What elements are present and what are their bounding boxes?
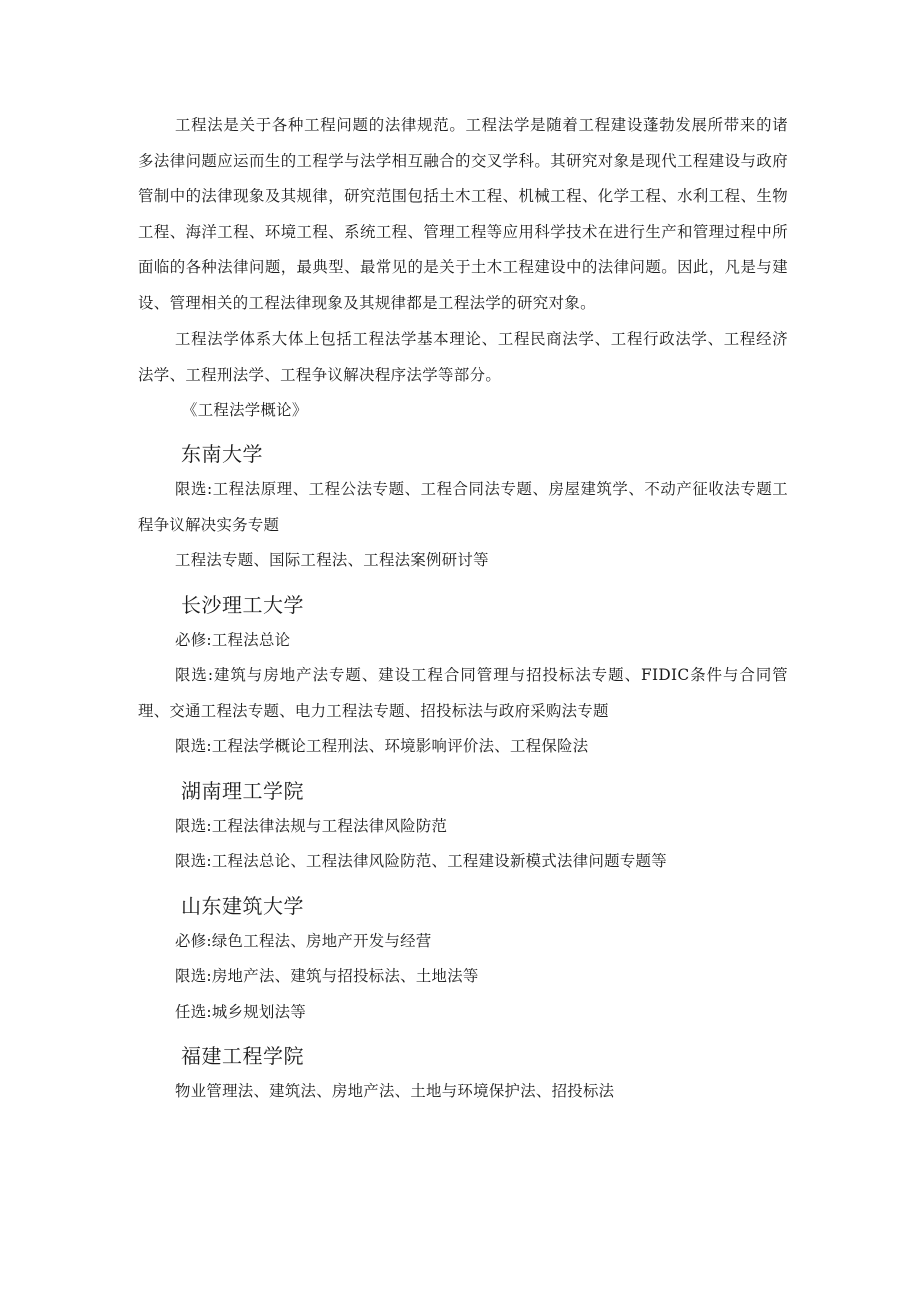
school-name: 长沙理工大学 [181, 592, 304, 617]
course-line: 物业管理法、建筑法、房地产法、土地与环境保护法、招投标法 [175, 1082, 615, 1100]
school-section-southeast [138, 440, 788, 579]
course-line: 限选:工程法律法规与工程法律风险防范 [175, 816, 448, 835]
school-section-hunan [138, 777, 788, 880]
course-line: 任选:城乡规划法等 [175, 1002, 307, 1021]
school-name: 山东建筑大学 [181, 893, 304, 918]
course-line: 限选:工程法总论、工程法律风险防范、工程建设新模式法律问题专题等 [175, 852, 667, 870]
course-line: 限选:工程法学概论工程刑法、环境影响评价法、工程保险法 [175, 737, 589, 755]
school-name: 福建工程学院 [181, 1044, 304, 1068]
document-page [138, 108, 788, 1110]
school-section-changsha [138, 591, 788, 765]
intro-paragraph-2: 工程法学体系大体上包括工程法学基本理论、工程民商法学、工程行政法学、工程经济法学、工程刑法学、工程争议解决程序法学等部分。 [138, 330, 788, 384]
course-line: 必修:绿色工程法、房地产开发与经营 [175, 931, 432, 950]
book-title: 《工程法学概论》 [182, 401, 308, 419]
school-section-fujian [138, 1042, 788, 1110]
school-name: 东南大学 [181, 442, 263, 466]
intro-paragraph-1: 工程法是关于各种工程问题的法律规范。工程法学是随着工程建设蓬勃发展所带来的诸多法律问题应运而生的工程学与法学相互融合的交叉学科。其研究对象是现代工程建设与政府管制中的法律现象及其规律，研究范围包括土木工程、机械工程、化学工程、水利工程、生物工程、海洋工程、环境工程、系统工程、管理工程等应用科学技术在进行生产和管理过程中所面临的各种法律问题，最典型、最常见的是关于土木工程建设中的法律问题。因此，凡是与建设、管理相关的工程法律现象及其规律都是工程法学的研究对象。 [138, 116, 788, 312]
school-section-shandong [138, 892, 788, 1031]
course-line: 工程法专题、国际工程法、工程法案例研讨等 [175, 551, 489, 569]
course-line: 必修:工程法总论 [175, 630, 291, 649]
course-line: 限选:房地产法、建筑与招投标法、土地法等 [175, 967, 479, 985]
school-name: 湖南理工学院 [181, 778, 304, 803]
course-line: 限选:建筑与房地产法专题、建设工程合同管理与招投标法专题、FIDIC条件与合同管理、交通工程法专题、电力工程法专题、招投标法与政府采购法专题 [138, 666, 788, 720]
course-line: 限选:工程法原理、工程公法专题、工程合同法专题、房屋建筑学、不动产征收法专题工程争议解决实务专题 [138, 480, 788, 534]
